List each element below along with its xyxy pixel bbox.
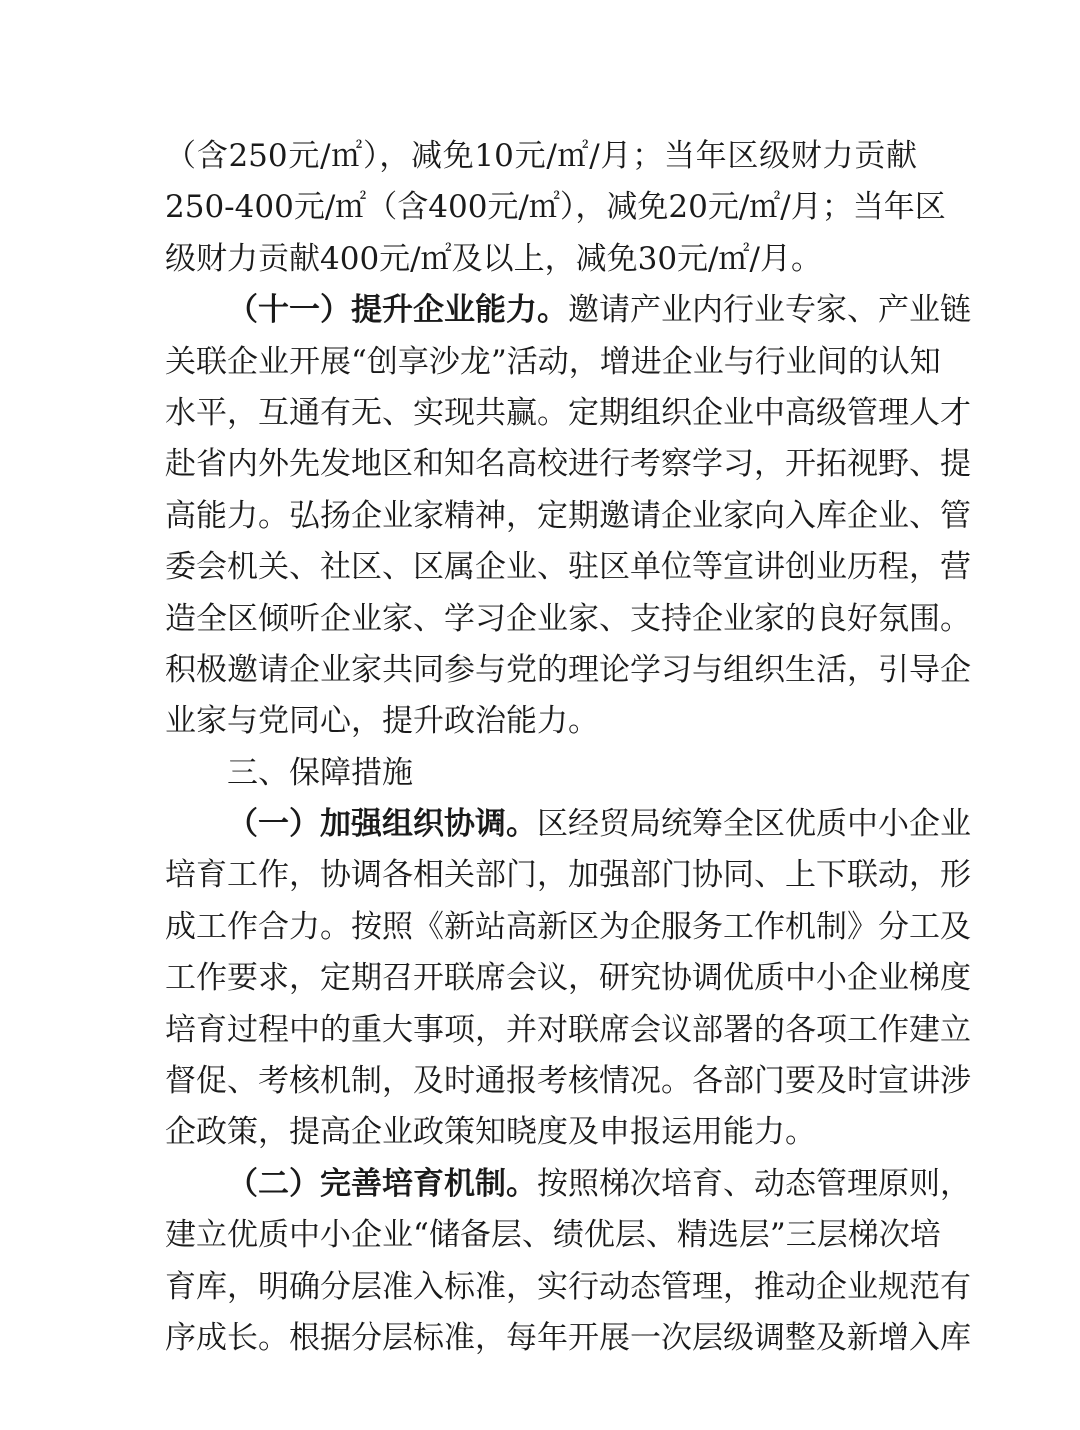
- paragraph-lead: （十一）提升企业能力。: [227, 292, 568, 329]
- text-line: 委会机关、社区、区属企业、驻区单位等宣讲创业历程，营: [165, 549, 971, 586]
- text-line: 水平，互通有无、实现共赢。定期组织企业中高级管理人才: [165, 394, 971, 431]
- text-line: 造全区倾听企业家、学习企业家、支持企业家的良好氛围。: [165, 600, 971, 637]
- paragraph-cultivation-mechanism: [165, 1159, 971, 1365]
- text-line: 成工作合力。按照《新站高新区为企服务工作机制》分工及: [165, 908, 971, 945]
- text-line: 建立优质中小企业“储备层、绩优层、精选层”三层梯次培: [165, 1217, 941, 1254]
- text-line: （含250元/㎡），减免10元/㎡/月；当年区级财力贡献: [165, 138, 917, 174]
- document-page: [165, 131, 971, 1364]
- paragraph-lead: （一）加强组织协调。: [227, 806, 537, 843]
- paragraph-organization-coordination: [165, 799, 971, 1159]
- text-segment: 邀请产业内行业专家、产业链: [568, 292, 971, 329]
- text-line: 培育过程中的重大事项，并对联席会议部署的各项工作建立: [165, 1011, 971, 1048]
- paragraph-lead: （二）完善培育机制。: [227, 1165, 537, 1202]
- text-line: 工作要求，定期召开联席会议，研究协调优质中小企业梯度: [165, 960, 971, 997]
- text-line: 序成长。根据分层标准，每年开展一次层级调整及新增入库: [165, 1319, 971, 1356]
- paragraph-fee-reduction: [165, 131, 946, 285]
- text-line: [165, 1159, 971, 1210]
- text-segment: 按照梯次培育、动态管理原则，: [537, 1165, 971, 1202]
- text-segment: 区经贸局统筹全区优质中小企业: [537, 806, 971, 843]
- text-line: [165, 799, 971, 850]
- section-heading: 三、保障措施: [227, 754, 413, 791]
- text-line: 赴省内外先发地区和知名高校进行考察学习，开拓视野、提: [165, 446, 971, 483]
- text-line: 企政策，提高企业政策知晓度及申报运用能力。: [165, 1114, 816, 1151]
- text-line: 高能力。弘扬企业家精神，定期邀请企业家向入库企业、管: [165, 497, 971, 534]
- text-line: 督促、考核机制，及时通报考核情况。各部门要及时宣讲涉: [165, 1063, 971, 1100]
- text-line: 积极邀请企业家共同参与党的理论学习与组织生活，引导企: [165, 651, 971, 688]
- text-line: 关联企业开展“创享沙龙”活动，增进企业与行业间的认知: [165, 343, 941, 380]
- paragraph-enterprise-capability: [165, 285, 971, 748]
- text-line: [165, 285, 971, 336]
- text-line: 业家与党同心，提升政治能力。: [165, 703, 599, 740]
- text-line: 250-400元/㎡（含400元/㎡），减免20元/㎡/月；当年区: [165, 189, 946, 226]
- text-line: 级财力贡献400元/㎡及以上，减免30元/㎡/月。: [165, 240, 822, 277]
- text-line: 培育工作，协调各相关部门，加强部门协同、上下联动，形: [165, 857, 971, 894]
- text-line: 育库，明确分层准入标准，实行动态管理，推动企业规范有: [165, 1268, 971, 1305]
